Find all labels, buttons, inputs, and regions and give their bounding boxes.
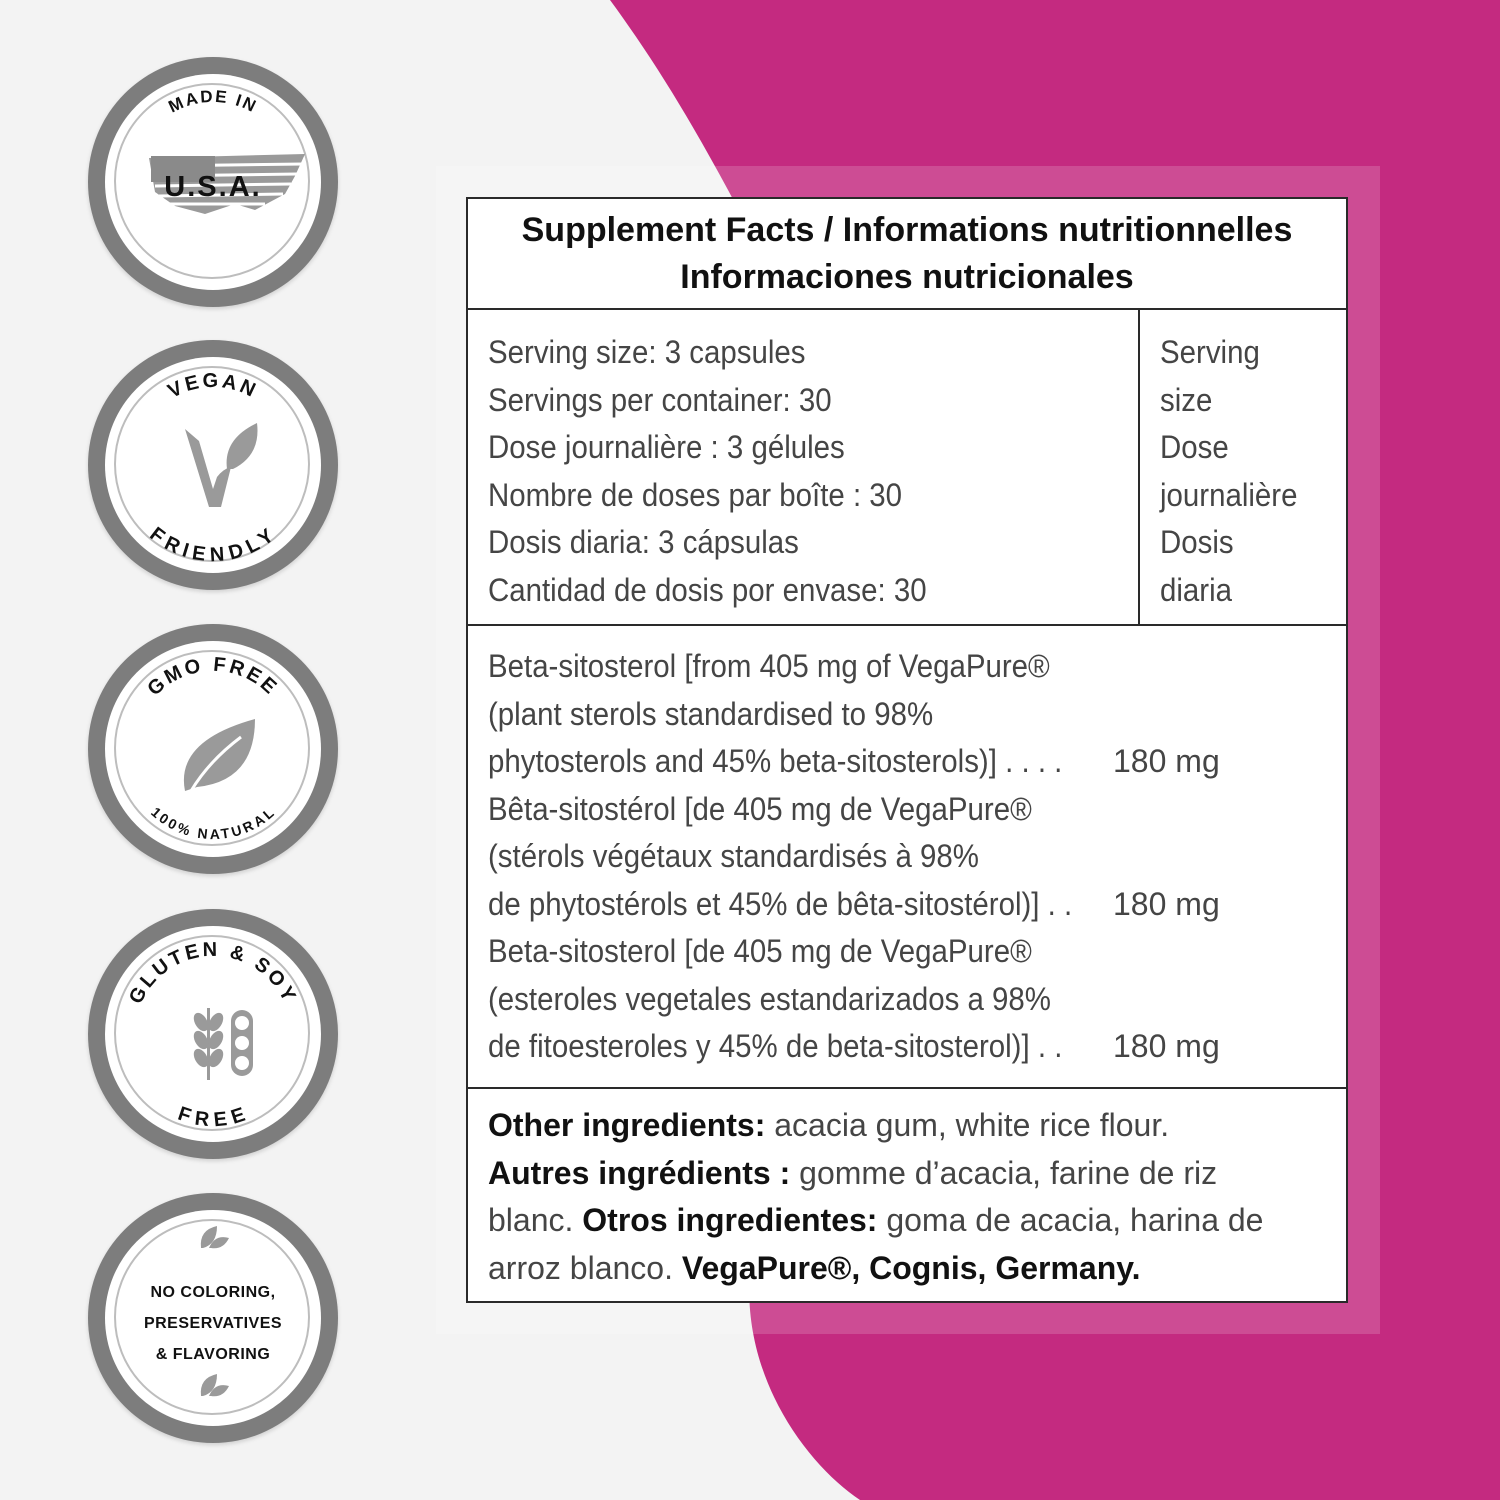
- ingredient-amount: 180 mg: [1113, 743, 1220, 779]
- serving-header-line: diaria: [1160, 571, 1233, 608]
- other-text-es: goma de acacia, harina de arroz blanco.: [488, 1202, 1264, 1286]
- supplement-facts-table: [466, 197, 1348, 1303]
- ingredient-line: (plant sterols standardised to 98%: [488, 695, 934, 732]
- serving-line: Nombre de doses par boîte : 30: [488, 476, 903, 513]
- vegan-v-leaf-icon: [185, 423, 258, 507]
- badge-bottom-text: FRIENDLY: [145, 522, 281, 566]
- svg-text:VEGAN: [165, 370, 262, 403]
- badge-line: NO COLORING,: [150, 1284, 276, 1301]
- badge-line: & FLAVORING: [155, 1346, 271, 1363]
- vegan-friendly-badge: [88, 340, 338, 590]
- serving-line: Dosis diaria: 3 cápsulas: [488, 524, 799, 560]
- leaf-icon: [184, 719, 255, 791]
- ingredient-line: Beta-sitosterol [de 405 mg de VegaPure®: [488, 933, 1032, 969]
- other-ingredients-text: [488, 1102, 1298, 1292]
- badge-top-text: GLUTEN & SOY: [124, 938, 302, 1008]
- svg-text:MADE IN: [166, 87, 261, 117]
- serving-info-list: [488, 329, 1128, 614]
- other-label-en: Other ingredients:: [488, 1107, 766, 1143]
- facts-title-line1: Supplement Facts / Informations nutritionnelles: [521, 211, 1293, 249]
- svg-text:GLUTEN & SOY: [125, 939, 301, 1008]
- svg-text:100% NATURAL: [148, 804, 278, 842]
- made-in-usa-badge: [88, 57, 338, 307]
- serving-header-line: size: [1160, 381, 1213, 418]
- badge-top-text: GMO FREE: [143, 653, 283, 701]
- source-text: VegaPure®, Cognis, Germany.: [681, 1249, 1141, 1286]
- ingredient-line: (esteroles vegetales estandarizados a 98%: [488, 980, 1051, 1017]
- badge-line: PRESERVATIVES: [143, 1315, 283, 1332]
- column-divider: [1138, 310, 1140, 624]
- serving-line: Servings per container: 30: [488, 381, 832, 418]
- serving-line: Serving size: 3 capsules: [488, 334, 806, 370]
- gmo-free-badge: [88, 624, 338, 874]
- usa-text: U.S.A.: [164, 171, 262, 203]
- ingredient-amount: 180 mg: [1113, 885, 1220, 922]
- ingredients-section: [468, 626, 1346, 1089]
- leaves-icon: [201, 1226, 229, 1396]
- serving-header-line: Serving: [1160, 334, 1260, 370]
- badge-bottom-text: 100% NATURAL: [147, 804, 279, 843]
- serving-header-line: journalière: [1160, 476, 1298, 513]
- svg-text:FREE: [175, 1102, 250, 1131]
- serving-line: Dose journalière : 3 gélules: [488, 429, 845, 465]
- serving-line: Cantidad de dosis por envase: 30: [488, 571, 927, 608]
- facts-title-section: [468, 199, 1346, 310]
- wheat-soy-icon: [191, 1008, 253, 1080]
- ingredient-line: de phytostérols et 45% de bêta-sitostérol)] . .: [488, 885, 1073, 922]
- badge-top-text: MADE IN: [165, 86, 261, 117]
- no-coloring-badge: [88, 1193, 338, 1443]
- ingredient-line: (stérols végétaux standardisés à 98%: [488, 838, 979, 874]
- serving-section: [468, 310, 1346, 626]
- other-text-en: acacia gum, white rice flour.: [765, 1107, 1170, 1143]
- other-label-es: Otros ingredientes:: [582, 1202, 878, 1238]
- serving-header-column: [1160, 329, 1340, 614]
- other-label-fr: Autres ingrédients :: [488, 1154, 791, 1191]
- serving-header-line: Dose: [1160, 429, 1229, 465]
- ingredient-line: Beta-sitosterol [from 405 mg of VegaPure®: [488, 648, 1050, 684]
- ingredient-line: phytosterols and 45% beta-sitosterols)] . . . .: [488, 743, 1063, 779]
- badge-top-text: VEGAN: [164, 369, 262, 403]
- ingredient-line: de fitoesteroles y 45% de beta-sitosterol)] . .: [488, 1028, 1063, 1064]
- badge-bottom-text: FREE: [175, 1102, 251, 1131]
- other-ingredients-section: [468, 1089, 1346, 1301]
- svg-text:FRIENDLY: [146, 523, 280, 566]
- svg-text:GMO FREE: [143, 654, 282, 701]
- facts-title-line2: Informaciones nutricionales: [680, 258, 1134, 296]
- gluten-soy-free-badge: [88, 909, 338, 1159]
- other-text-fr: gomme d’acacia, farine de riz blanc.: [488, 1154, 1218, 1238]
- serving-header-line: Dosis: [1160, 524, 1234, 560]
- ingredient-amount: 180 mg: [1113, 1028, 1220, 1064]
- ingredient-line: Bêta-sitostérol [de 405 mg de VegaPure®: [488, 790, 1032, 827]
